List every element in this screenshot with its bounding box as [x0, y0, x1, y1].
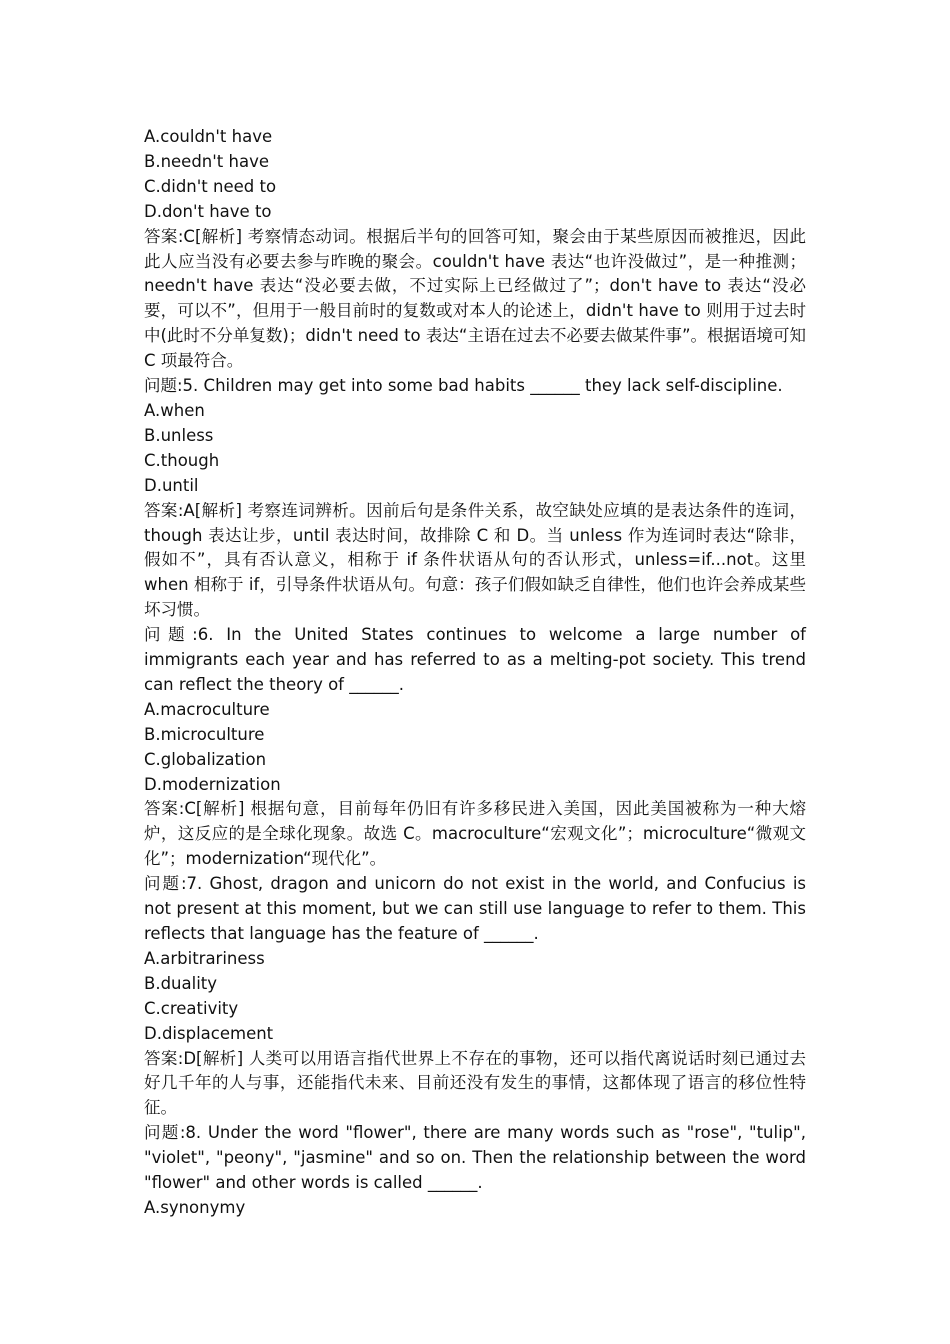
option-a: A.arbitrariness: [144, 948, 265, 968]
question-6: 问题:6. In the United States continues to welcome a large number of immigrants each year and has referred to as a melting-pot society. This trend can reflect the theory of ______.: [144, 625, 806, 694]
option-b: B.needn't have: [144, 151, 269, 171]
answer-explanation: 答案:C[解析] 考察情态动词。根据后半句的回答可知，聚会由于某些原因而被推迟，因此此人应当没有必要去参与昨晚的聚会。couldn't have 表达“也许没做过”，是一种推测；needn't have 表达“没必要去做，不过实际上已经做过了”；don't have to 表达“没必要，可以不”，但用于一般目前时的复数或对本人的论述上，didn't have to 则用于过去时中(此时不分单复数)；didn't need to 表达“主语在过去不必要去做某件事”。根据语境可知 C 项最符合。: [144, 226, 806, 371]
answer-explanation: 答案:D[解析] 人类可以用语言指代世界上不存在的事物，还可以指代离说话时刻已通过去好几千年的人与事，还能指代未来、目前还没有发生的事情，这都体现了语言的移位性特征。: [144, 1048, 806, 1118]
option-c: C.globalization: [144, 749, 267, 769]
option-c: C.though: [144, 450, 220, 470]
option-a: A.macroculture: [144, 699, 270, 719]
option-a: A.synonymy: [144, 1197, 246, 1217]
answer-explanation: 答案:A[解析] 考察连词辨析。因前后句是条件关系，故空缺处应填的是表达条件的连词，though 表达让步，until 表达时间，故排除 C 和 D。当 unless 作为连词时表达“除非，假如不”，具有否认意义，相称于 if 条件状语从句的否认形式，unless=if...not。这里 when 相称于 if，引导条件状语从句。句意：孩子们假如缺乏自律性，他们也许会养成某些坏习惯。: [144, 500, 806, 620]
option-d: D.don't have to: [144, 201, 272, 221]
option-d: D.until: [144, 475, 199, 495]
option-a: A.when: [144, 400, 205, 420]
question-7: 问题:7. Ghost, dragon and unicorn do not exist in the world, and Confucius is not present at this moment, but we can still use language to refer to them. This reflects that language has the feature of ______.: [144, 874, 806, 943]
option-c: C.didn't need to: [144, 176, 277, 196]
option-d: D.modernization: [144, 774, 281, 794]
option-b: B.unless: [144, 425, 214, 445]
option-c: C.creativity: [144, 998, 239, 1018]
question-8: 问题:8. Under the word "flower", there are many words such as "rose", "tulip", "violet", "peony", "jasmine" and so on. Then the relationship between the word "flower" and other words is called ______.: [144, 1123, 806, 1193]
answer-explanation: 答案:C[解析] 根据句意，目前每年仍旧有许多移民进入美国，因此美国被称为一种大熔炉，这反应的是全球化现象。故选 C。macroculture“宏观文化”；microculture“微观文化”；modernization“现代化”。: [144, 799, 806, 869]
option-b: B.microculture: [144, 724, 265, 744]
document-page: [144, 125, 806, 1221]
option-b: B.duality: [144, 973, 218, 993]
question-5: 问题:5. Children may get into some bad habits ______ they lack self-discipline.: [144, 376, 783, 396]
option-d: D.displacement: [144, 1023, 274, 1043]
option-a: A.couldn't have: [144, 127, 273, 146]
